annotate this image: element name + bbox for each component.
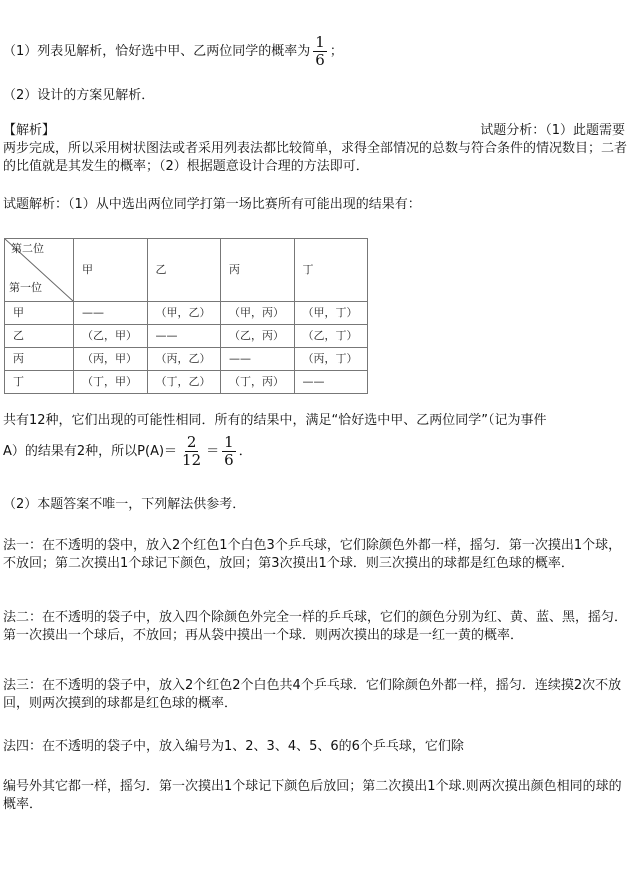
- table-cell: （甲，丁）: [294, 302, 368, 325]
- answer-1: [3, 34, 343, 69]
- table-column-header: 乙: [147, 239, 221, 302]
- result-fraction-1: [180, 434, 203, 469]
- table-row-label: 丙: [5, 348, 74, 371]
- solution-intro: 试题解析：（1）从中选出两位同学打第一场比赛所有可能出现的结果有：: [3, 197, 421, 212]
- table-cell: （乙，丁）: [294, 325, 368, 348]
- answer-1-fraction: [313, 34, 327, 69]
- result-line-1: 共有12种，它们出现的可能性相同．所有的结果中，满足“恰好选中甲、乙两位同学”（记为事件: [3, 413, 547, 428]
- table-corner-cell: [5, 239, 74, 302]
- corner-top-label: 第二位: [11, 242, 44, 255]
- answer-1-tail: ；: [329, 44, 343, 59]
- table-column-header: 甲: [74, 239, 148, 302]
- table-cell: ——: [221, 348, 295, 371]
- table-row: [5, 325, 368, 348]
- fraction-denominator: 6: [224, 451, 234, 469]
- method-1: 法一：在不透明的袋中，放入2个红色1个白色3个乒乓球，它们除颜色外都一样，摇匀．第一次摸出1个球，不放回；第二次摸出1个球记下颜色，放回；第3次摸出1个球．则三次摸出的球都是红色球的概率．: [3, 538, 622, 571]
- fraction-numerator: 2: [186, 433, 197, 451]
- analysis-body: 两步完成，所以采用树状图法或者采用列表法都比较简单，求得全部情况的总数与符合条件的情况数目；二者的比值就是其发生的概率；（2）根据题意设计合理的方法即可．: [3, 141, 628, 174]
- table-row-label: 乙: [5, 325, 74, 348]
- fraction-denominator: 12: [182, 451, 202, 469]
- table-header-row: [5, 239, 368, 302]
- table-column-header: 丁: [294, 239, 368, 302]
- table-cell: ——: [147, 325, 221, 348]
- outcome-table: [4, 238, 368, 394]
- table-cell: ——: [294, 371, 368, 394]
- answer-1-text: （1）列表见解析，恰好选中甲、乙两位同学的概率为: [3, 44, 311, 59]
- table-row-label: 甲: [5, 302, 74, 325]
- result-line-2-text: A）的结果有2种，所以P(A)＝: [3, 444, 178, 459]
- fraction-numerator: 1: [315, 33, 325, 51]
- table-cell: （丙，甲）: [74, 348, 148, 371]
- table-cell: （甲，乙）: [147, 302, 221, 325]
- method-4: 法四：在不透明的袋子中，放入编号为1、2、3、4、5、6的6个乒乓球，它们除: [3, 739, 464, 754]
- table-row: [5, 302, 368, 325]
- table-cell: （丁，甲）: [74, 371, 148, 394]
- table-cell: （丙，丁）: [294, 348, 368, 371]
- table-cell: （乙，甲）: [74, 325, 148, 348]
- result-line-2: [3, 434, 252, 469]
- table-cell: （丁，丙）: [221, 371, 295, 394]
- table-cell: （丁，乙）: [147, 371, 221, 394]
- table-cell: （乙，丙）: [221, 325, 295, 348]
- part-2-intro: （2）本题答案不唯一，下列解法供参考．: [3, 497, 246, 512]
- result-equals: ＝: [206, 444, 220, 459]
- method-2: 法二：在不透明的袋子中，放入四个除颜色外完全一样的乒乓球，它们的颜色分别为红、黄、蓝、黑，摇匀．第一次摸出一个球后，不放回；再从袋中摸出一个球．则两次摸出的球是一红一黄的概率．: [3, 610, 628, 643]
- method-4-continued: 编号外其它都一样，摇匀．第一次摸出1个球记下颜色后放回；第二次摸出1个球.则两次摸出颜色相同的球的概率．: [3, 779, 622, 812]
- answer-2: （2）设计的方案见解析．: [3, 88, 155, 103]
- table-cell: （丙，乙）: [147, 348, 221, 371]
- analysis-right-text: 试题分析：（1）此题需要: [480, 123, 625, 138]
- result-end: ．: [238, 444, 252, 459]
- table-row-label: 丁: [5, 371, 74, 394]
- fraction-numerator: 1: [224, 433, 234, 451]
- analysis-label: 【解析】: [3, 123, 56, 138]
- table-row: [5, 371, 368, 394]
- method-3: 法三：在不透明的袋子中，放入2个红色2个白色共4个乒乓球．它们除颜色外都一样，摇匀．连续摸2次不放回，则两次摸到的球都是红色球的概率．: [3, 678, 622, 711]
- result-fraction-2: [222, 434, 236, 469]
- table-cell: （甲，丙）: [221, 302, 295, 325]
- corner-bottom-label: 第一位: [9, 281, 42, 294]
- table-cell: ——: [74, 302, 148, 325]
- table-row: [5, 348, 368, 371]
- table-column-header: 丙: [221, 239, 295, 302]
- fraction-denominator: 6: [315, 51, 325, 69]
